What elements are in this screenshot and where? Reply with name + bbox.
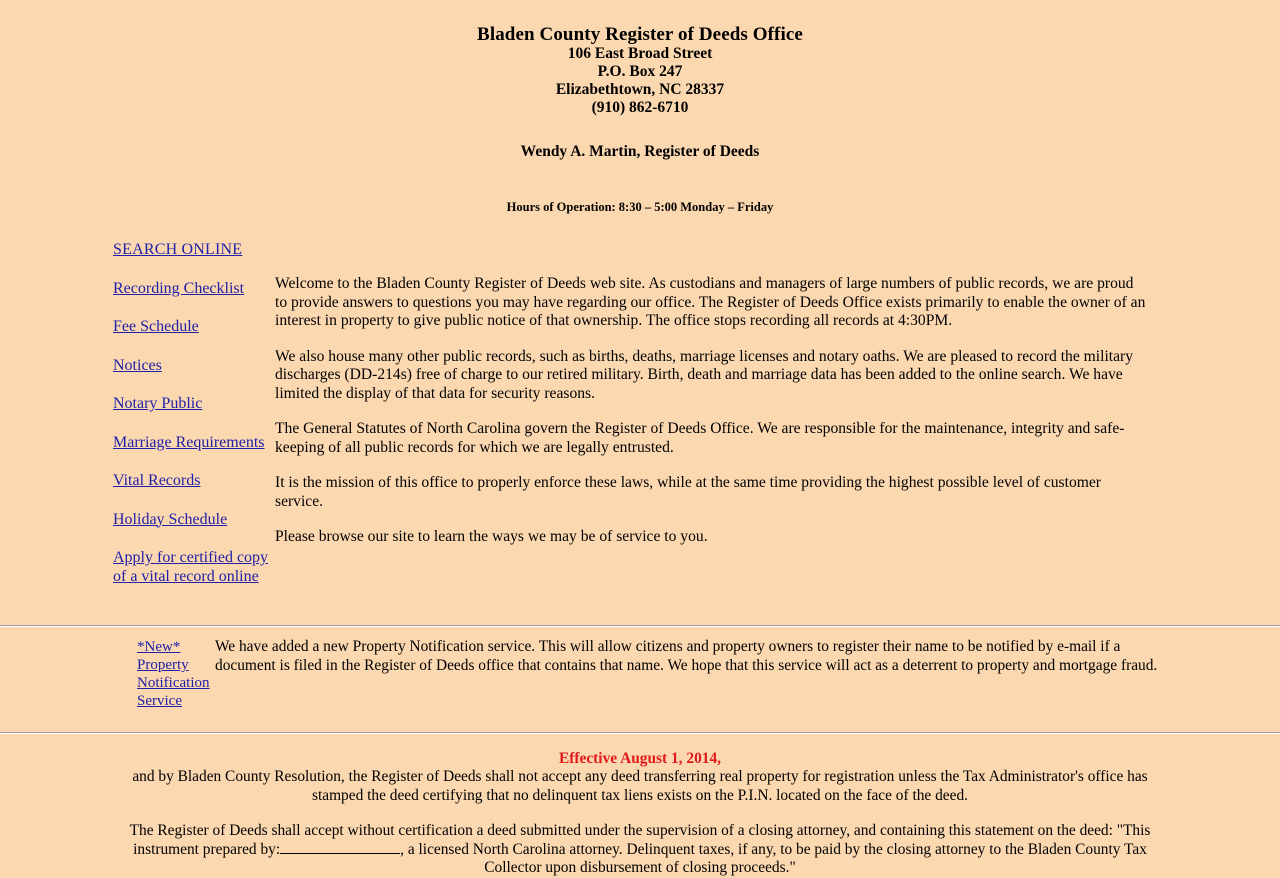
sidebar-link-notices[interactable]: Notices <box>113 356 162 374</box>
statute-paragraph-1: and by Bladen County Resolution, the Register of Deeds shall not accept any deed transferring real property for registration unless the Tax Administrator's office has stamped the deed certifying that no delinquent tax liens exists on the P.I.N. located on the face of the deed. <box>132 768 1148 804</box>
fill-in-blank-line <box>280 842 400 854</box>
sidebar-nav <box>0 235 275 586</box>
sidebar-link-vital-records[interactable]: Vital Records <box>113 472 201 489</box>
sidebar-item-search-online[interactable] <box>113 240 275 259</box>
sidebar-link-marriage-requirements[interactable]: Marriage Requirements <box>113 433 265 451</box>
statute-paragraph-2-before-blank: The Register of Deeds shall accept without certification a deed submitted under the supervision of a closing attorney, and containing this statement on the deed: "This instrument prepared by: <box>129 822 1151 858</box>
welcome-paragraph-3: The General Statutes of North Carolina govern the Register of Deeds Office. We are responsible for the maintenance, integrity and safe- keeping of all public records for which we are legally entrusted. <box>275 420 1125 456</box>
address-line-city-state-zip: Elizabethtown, NC 28337 <box>555 81 725 98</box>
welcome-paragraph-4: It is the mission of this office to properly enforce these laws, while at the same time providing the highest possible level of customer service. <box>275 474 1101 510</box>
welcome-paragraph-1: Welcome to the Bladen County Register of Deeds web site. As custodians and managers of large numbers of public records, we are proud to provide answers to questions you may have regarding our office. The Register of Deeds Office exists primarily to enable the owner of an interest in property to give public notice of that ownership. The office stops recording all records at 4:30PM. <box>275 275 1146 329</box>
property-notification-description: We have added a new Property Notification service. This will allow citizens and property owners to register their name to be notified by e-mail if a document is filed in the Register of Deeds office that contains that name. We hope that this service will act as a deterrent to property and mortgage fraud. <box>215 638 1158 674</box>
statute-notice <box>0 734 1280 878</box>
sidebar-link-fee-schedule[interactable]: Fee Schedule <box>113 318 199 335</box>
effective-date-heading: Effective August 1, 2014, <box>558 750 721 767</box>
property-notification-service-link[interactable]: *New* Property Notification Service <box>137 639 210 709</box>
statute-paragraph-2-after-blank: , a licensed North Carolina attorney. Delinquent taxes, if any, to be paid by the closing attorney to the Bladen County Tax Collector upon disbursement of closing proceeds." <box>400 840 1147 876</box>
property-notification-text-cell <box>215 638 1280 675</box>
phone-number: (910) 862-6710 <box>591 99 689 116</box>
sidebar-item-notices[interactable] <box>113 356 275 375</box>
hours-of-operation: Hours of Operation: 8:30 – 5:00 Monday – Friday <box>506 200 774 214</box>
sidebar-link-holiday-schedule[interactable]: Holiday Schedule <box>113 510 228 528</box>
sidebar-item-recording-checklist[interactable] <box>113 279 275 298</box>
sidebar-link-notary-public[interactable]: Notary Public <box>113 395 203 412</box>
page-title: Bladen County Register of Deeds Office <box>477 24 803 45</box>
sidebar-item-fee-schedule[interactable] <box>113 317 275 336</box>
sidebar-item-marriage-requirements[interactable] <box>113 433 275 452</box>
page-header <box>0 0 1280 215</box>
welcome-content <box>275 235 1280 547</box>
property-notification-link-cell[interactable] <box>0 638 215 710</box>
sidebar-link-search-online[interactable]: SEARCH ONLINE <box>113 241 243 258</box>
welcome-paragraph-5: Please browse our site to learn the ways we may be of service to you. <box>275 528 708 545</box>
register-of-deeds-name: Wendy A. Martin, Register of Deeds <box>520 143 760 160</box>
sidebar-link-recording-checklist[interactable]: Recording Checklist <box>113 279 245 297</box>
main-columns <box>0 235 1280 586</box>
welcome-paragraph-2: We also house many other public records, such as births, deaths, marriage licenses and notary oaths. We are pleased to record the military discharges (DD-214s) free of charge to our retired military. Birth, death and marriage data has been added to the online search. We have limited the display of that data for security reasons. <box>275 347 1134 402</box>
sidebar-item-holiday-schedule[interactable] <box>113 510 275 529</box>
sidebar-item-vital-records[interactable] <box>113 471 275 490</box>
sidebar-item-notary-public[interactable] <box>113 394 275 413</box>
address-line-pobox: P.O. Box 247 <box>597 63 683 80</box>
statute-paragraph-2 <box>110 822 1170 878</box>
sidebar-link-apply-certified-copy[interactable]: Apply for certified copy of a vital record online <box>113 549 269 585</box>
property-notification-row <box>0 627 1280 720</box>
sidebar-item-apply-certified-copy[interactable] <box>113 548 275 586</box>
address-line-street: 106 East Broad Street <box>567 45 713 62</box>
